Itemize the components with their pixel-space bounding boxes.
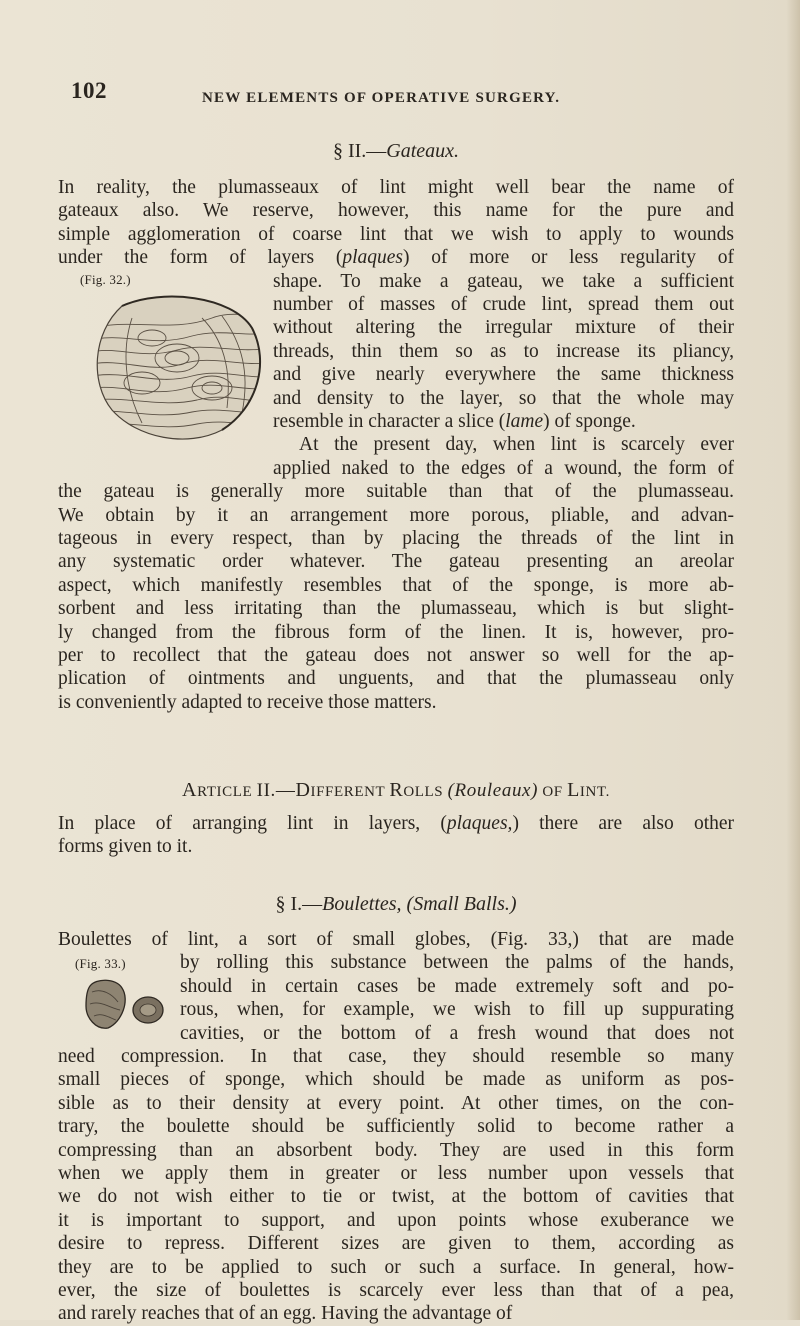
text-line: shape. To make a gateau, we take a sufficient — [273, 270, 734, 292]
text-line: is conveniently adapted to receive those matters. — [58, 691, 437, 713]
paragraph-gateaux-body — [58, 480, 734, 714]
paragraph-boulettes-wrap — [180, 951, 734, 1045]
text-line: should in certain cases be made extremely soft and po- — [180, 975, 734, 997]
section-title: Gateaux. — [386, 140, 460, 162]
italic-term: (Rouleaux) — [447, 780, 538, 801]
text-line: number of masses of crude lint, spread them out — [273, 294, 734, 315]
article-heading — [58, 779, 734, 804]
text-line: they are to be applied to such or such a surface. In general, how- — [58, 1256, 734, 1278]
text-line: desire to repress. Different sizes are given to them, according as — [58, 1233, 734, 1255]
small-boulette — [133, 997, 163, 1023]
text-line: the gateau is generally more suitable than that of the plumasseau. — [58, 481, 734, 503]
italic-term: plaques, — [446, 813, 513, 834]
text-line: aspect, which manifestly resembles that of the sponge, is more ab- — [58, 574, 734, 596]
text-line — [58, 246, 734, 269]
text-run: ) of more or less regularity of — [402, 247, 734, 269]
text-line: sible as to their density at every point. At other times, on the con- — [58, 1092, 734, 1114]
text-line: we do not wish either to tie or twist, at the bottom of cavities that — [58, 1186, 734, 1208]
text-line: In reality, the plumasseaux of lint might well bear the name of — [58, 177, 734, 198]
small-caps-rest: RTICLE — [197, 784, 257, 800]
section-heading-gateaux — [58, 140, 734, 163]
text-line: when we apply them in greater or less number upon vessels that — [58, 1163, 734, 1185]
text-line: tageous in every respect, than by placing the threads of the lint in — [58, 528, 734, 549]
italic-term: lame — [505, 411, 544, 433]
text-line: simple agglomeration of coarse lint that we wish to apply to wounds — [58, 223, 734, 245]
paragraph-rolls-intro — [58, 812, 734, 859]
text-line — [58, 812, 734, 835]
section-symbol: § II.— — [332, 140, 387, 162]
text-line: ever, the size of boulettes is scarcely ever less than that of a pea, — [58, 1280, 734, 1302]
section-symbol: § I.— — [275, 893, 323, 915]
text-run: under the form of layers ( — [58, 247, 343, 269]
figure-33-boulettes — [78, 972, 178, 1042]
text-run: resemble in character a slice ( — [273, 411, 506, 433]
large-boulette — [86, 980, 125, 1028]
text-line: plication of ointments and unguents, and that the plumasseau only — [58, 668, 734, 690]
paragraph-boulettes-body — [58, 1045, 734, 1326]
small-caps-initial: D — [295, 779, 311, 801]
small-caps-rest: INT. — [579, 784, 610, 800]
figure-33-label: (Fig. 33.) — [75, 956, 126, 971]
text-line: ly changed from the fibrous form of the linen. It is, however, pro- — [58, 621, 734, 643]
text-line: without altering the irregular mixture of their — [273, 317, 734, 339]
paragraph-gateaux-wrap — [273, 270, 734, 481]
text-line: sorbent and less irritating than the plumasseau, which is but slight- — [58, 598, 734, 620]
text-line: We obtain by it an arrangement more porous, pliable, and advan- — [58, 504, 734, 526]
text-line: and rarely reaches that of an egg. Having the advantage of — [58, 1303, 513, 1325]
text-line: At the present day, when lint is scarcely ever — [299, 434, 734, 456]
text-run: ) of sponge. — [543, 411, 636, 433]
figure-32-label: (Fig. 32.) — [80, 272, 131, 287]
text-line: need compression. In that case, they should resemble so many — [58, 1046, 734, 1067]
small-caps-initial: R — [389, 779, 404, 801]
gateau-illustration — [82, 288, 272, 448]
text-line: threads, thin them so as to increase its pliancy, — [273, 340, 734, 362]
text-run: ) there are also other — [512, 813, 735, 834]
text-line: forms given to it. — [58, 836, 193, 858]
section-title: Boulettes, (Small Balls.) — [322, 893, 517, 915]
figure-32-gateau — [82, 288, 272, 448]
text-line — [273, 410, 734, 433]
text-line: per to recollect that the gateau does not answer so well for the ap- — [58, 645, 734, 667]
section-heading-boulettes — [58, 893, 734, 916]
text-line: compressing than an absorbent body. They are used in this form — [58, 1139, 734, 1161]
page-edge-shadow — [786, 0, 800, 1320]
text-line: trary, the boulette should be sufficiently solid to become rather a — [58, 1116, 734, 1138]
text-line: cavities, or the bottom of a fresh wound that does not — [180, 1022, 734, 1044]
text-line: any systematic order whatever. The gateau presenting an areolar — [58, 551, 734, 573]
page-number: 102 — [71, 78, 107, 103]
small-caps-initial: L — [567, 779, 580, 801]
small-caps-rest: OF — [538, 784, 568, 800]
text-line: Boulettes of lint, a sort of small globes, (Fig. 33,) that are made — [58, 929, 734, 950]
text-line: and density to the layer, so that the whole may — [273, 387, 734, 409]
small-caps-initial: A — [182, 779, 198, 801]
running-head: NEW ELEMENTS OF OPERATIVE SURGERY. — [202, 90, 561, 106]
italic-term: plaques — [342, 247, 403, 269]
text-line: and give nearly everywhere the same thickness — [273, 364, 734, 386]
small-caps-rest: IFFERENT — [310, 784, 390, 800]
small-caps-rest: OLLS — [403, 784, 448, 800]
paragraph-boulettes-first — [58, 928, 734, 951]
text-line: by rolling this substance between the palms of the hands, — [180, 952, 734, 974]
text-run: In place of arranging lint in layers, ( — [58, 813, 447, 834]
boulettes-illustration — [78, 972, 178, 1042]
text-line: small pieces of sponge, which should be made as uniform as pos- — [58, 1069, 734, 1091]
text-line: it is important to support, and upon points whose exuberance we — [58, 1209, 734, 1231]
article-number: II.— — [256, 780, 296, 801]
paragraph-gateaux-intro — [58, 176, 734, 270]
text-line: applied naked to the edges of a wound, the form of — [273, 457, 734, 479]
text-line: rous, when, for example, we wish to fill up suppurating — [180, 999, 734, 1021]
text-line: gateaux also. We reserve, however, this name for the pure and — [58, 200, 734, 222]
